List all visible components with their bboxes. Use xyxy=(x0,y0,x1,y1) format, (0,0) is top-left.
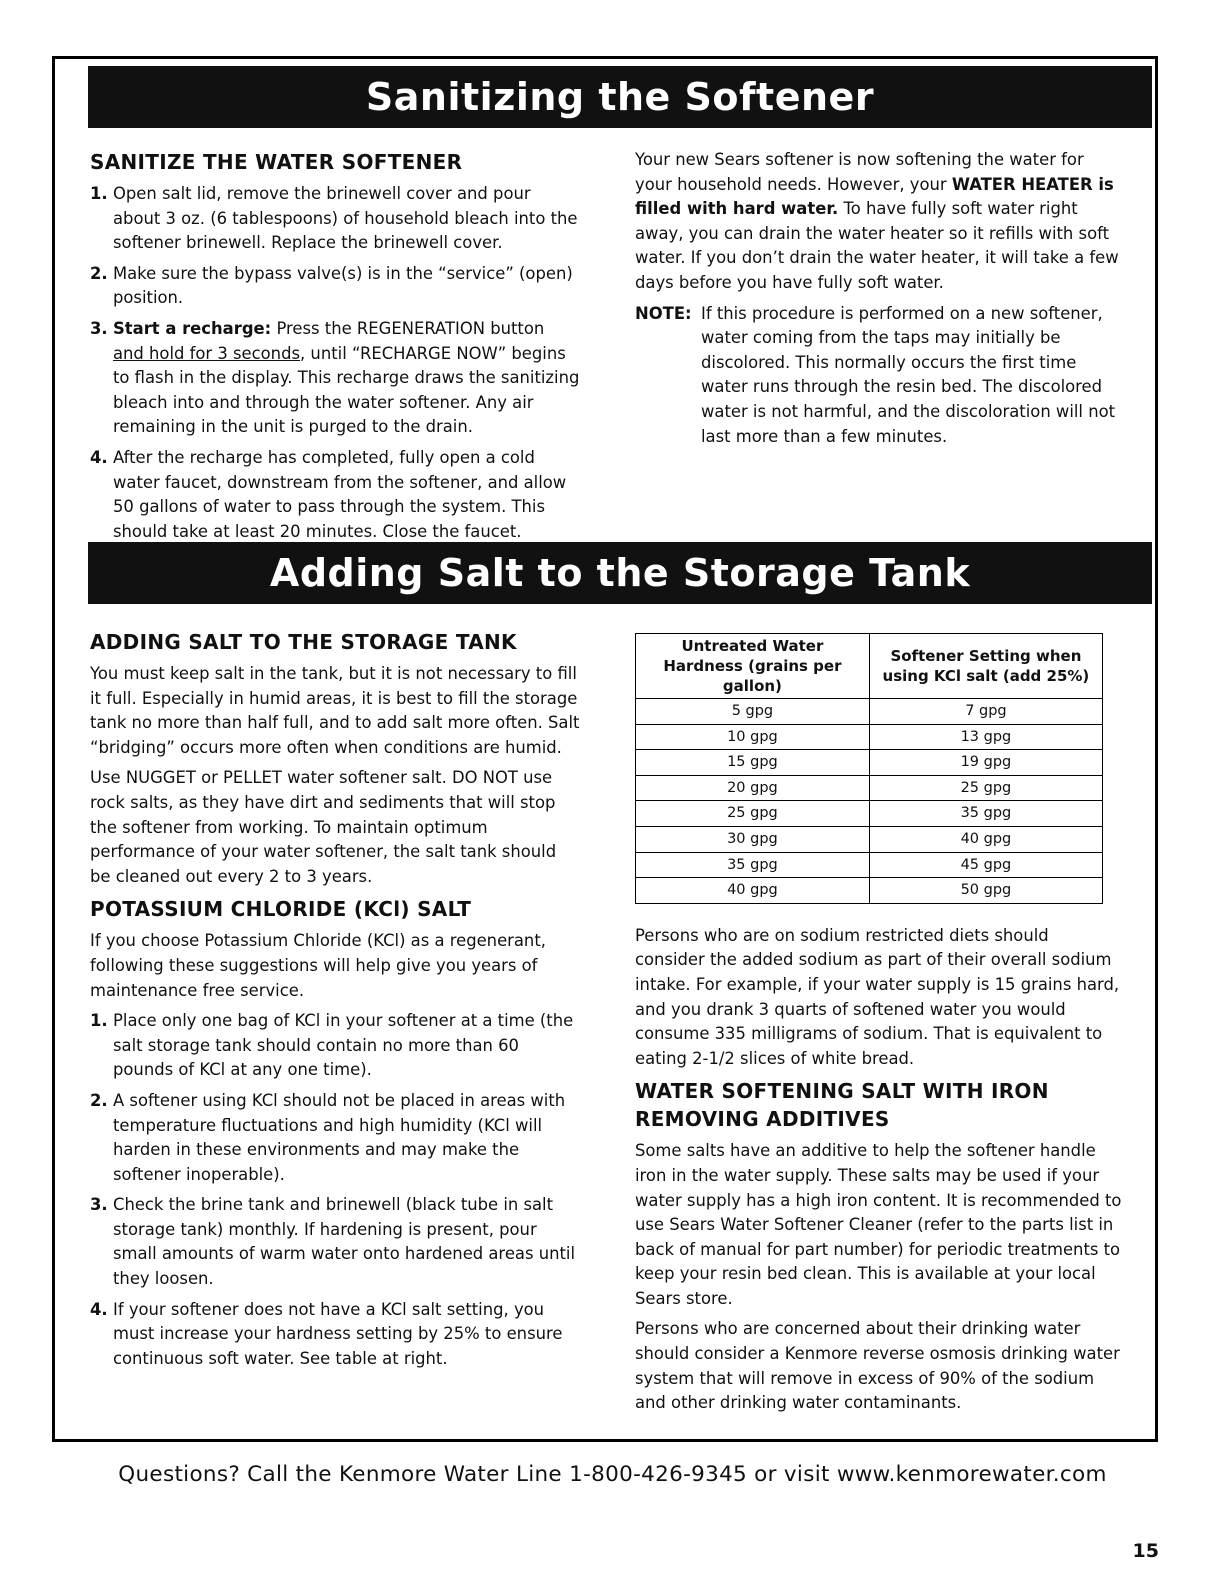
iron-heading: WATER SOFTENING SALT WITH IRON REMOVING ADDITIVES xyxy=(635,1079,1049,1132)
table-row xyxy=(636,878,1103,904)
table-cell-untreated: 20 gpg xyxy=(636,775,870,801)
table-cell-untreated: 40 gpg xyxy=(636,878,870,904)
table-row xyxy=(636,826,1103,852)
kcl-step-1: 1. Place only one bag of KCl in your softener at a time (the salt storage tank should contain no more than 60 pounds of KCl at any one time). xyxy=(90,1011,574,1080)
kcl-step-4: 4. If your softener does not have a KCl salt setting, you must increase your hardness setting by 25% to ensure continuous soft water. See table at right. xyxy=(90,1299,563,1368)
table-cell-setting: 7 gpg xyxy=(869,699,1102,725)
sanitize-steps xyxy=(90,182,580,544)
salt-paragraph-2: Use NUGGET or PELLET water softener salt. DO NOT use rock salts, as they have dirt and sediments that will stop the softener from working. To maintain optimum performance of your water softener, the salt tank should be cleaned out every 2 to 3 years. xyxy=(90,768,557,886)
table-cell-setting: 13 gpg xyxy=(869,724,1102,750)
sanitize-step-4: 4. After the recharge has completed, fully open a cold water faucet, downstream from the softener, and allow 50 gallons of water to pass through the system. This should take at least 20 minutes. Close the faucet. xyxy=(90,447,567,541)
table-cell-untreated: 5 gpg xyxy=(636,699,870,725)
salt-right-column xyxy=(635,633,1123,1422)
table-cell-untreated: 15 gpg xyxy=(636,750,870,776)
table-cell-setting: 25 gpg xyxy=(869,775,1102,801)
sanitize-step-2: 2. Make sure the bypass valve(s) is in the “service” (open) position. xyxy=(90,263,573,308)
table-row xyxy=(636,699,1103,725)
table-cell-untreated: 35 gpg xyxy=(636,852,870,878)
footer-contact: Questions? Call the Kenmore Water Line 1-800-426-9345 or visit www.kenmorewater.com xyxy=(118,1462,1107,1487)
table-row xyxy=(636,801,1103,827)
salt-paragraph-1: You must keep salt in the tank, but it is not necessary to fill it full. Especially in humid areas, it is best to fill the storage tank no more than half full, and to add salt more often. Salt “bridging” occurs more often when conditions are humid. xyxy=(90,664,580,757)
banner-adding-salt: Adding Salt to the Storage Tank xyxy=(88,542,1152,604)
iron-paragraph-2: Persons who are concerned about their drinking water should consider a Kenmore reverse osmosis drinking water system that will remove in excess of 90% of the sodium and other drinking water contaminants. xyxy=(635,1319,1120,1413)
sanitize-heading: SANITIZE THE WATER SOFTENER xyxy=(90,150,463,174)
table-cell-untreated: 30 gpg xyxy=(636,826,870,852)
salt-left-column xyxy=(90,628,580,1377)
adding-salt-heading: ADDING SALT TO THE STORAGE TANK xyxy=(90,630,517,654)
sanitize-step-1: 1. Open salt lid, remove the brinewell cover and pour about 3 oz. (6 tablespoons) of household bleach into the softener brinewell. Replace the brinewell cover. xyxy=(90,184,578,253)
table-cell-setting: 35 gpg xyxy=(869,801,1102,827)
table-cell-setting: 45 gpg xyxy=(869,852,1102,878)
iron-paragraph-1: Some salts have an additive to help the softener handle iron in the water supply. These salts may be used if your water supply has a high iron content. It is recommended to use Sears Water Softener Cleaner (refer to the parts list in back of manual for part number) for periodic treatments to keep your resin bed clean. This is available at your local Sears store. xyxy=(635,1141,1122,1308)
sanitize-step-3: 3. Start a recharge: Press the REGENERATION button and hold for 3 seconds, until “RECHARGE NOW” begins to flash in the display. This recharge draws the sanitizing bleach into and through the water softener. Any air remaining in the unit is purged to the drain. xyxy=(90,318,580,437)
table-cell-setting: 19 gpg xyxy=(869,750,1102,776)
table-header-setting: Softener Setting when using KCl salt (add 25%) xyxy=(869,634,1102,699)
water-heater-paragraph: Your new Sears softener is now softening the water for your household needs. However, your WATER HEATER is filled with hard water. To have fully soft water right away, you can drain the water heater so it refills with soft water. If you don’t drain the water heater, it will take a few days before you have fully soft water. xyxy=(635,150,1119,292)
table-body xyxy=(636,699,1103,904)
table-cell-untreated: 25 gpg xyxy=(636,801,870,827)
kcl-intro: If you choose Potassium Chloride (KCl) as a regenerant, following these suggestions will help give you years of maintenance free service. xyxy=(90,931,546,1000)
kcl-steps xyxy=(90,1009,580,1371)
table-row xyxy=(636,724,1103,750)
kcl-step-3: 3. Check the brine tank and brinewell (black tube in salt storage tank) monthly. If hardening is present, pour small amounts of warm water onto hardened areas until they loosen. xyxy=(90,1195,576,1289)
sanitize-left-column xyxy=(90,148,580,550)
table-header-row xyxy=(636,634,1103,699)
kcl-heading: POTASSIUM CHLORIDE (KCl) SALT xyxy=(90,897,472,922)
kcl-step-2: 2. A softener using KCl should not be placed in areas with temperature fluctuations and high humidity (KCl will harden in these environments and may make the softener inoperable). xyxy=(90,1090,566,1184)
page-number: 15 xyxy=(1132,1540,1159,1562)
sodium-paragraph: Persons who are on sodium restricted diets should consider the added sodium as part of their overall sodium intake. For example, if your water supply is 15 grains hard, and you drank 3 quarts of softened water you would consume 335 milligrams of sodium. That is equivalent to eating 2-1/2 slices of white bread. xyxy=(635,925,1120,1068)
table-row xyxy=(636,750,1103,776)
table-header-untreated: Untreated Water Hardness (grains per gallon) xyxy=(636,634,870,699)
table-cell-setting: 50 gpg xyxy=(869,878,1102,904)
kcl-hardness-table xyxy=(635,633,1103,904)
table-cell-setting: 40 gpg xyxy=(869,826,1102,852)
table-row xyxy=(636,775,1103,801)
sanitize-right-column xyxy=(635,148,1123,449)
table-row xyxy=(636,852,1103,878)
note-block: NOTE: If this procedure is performed on a new softener, water coming from the taps may initially be discolored. This normally occurs the first time water runs through the resin bed. The discolored water is not harmful, and the discoloration will not last more than a few minutes. xyxy=(635,303,1116,446)
banner-sanitizing: Sanitizing the Softener xyxy=(88,66,1152,128)
table-cell-untreated: 10 gpg xyxy=(636,724,870,750)
